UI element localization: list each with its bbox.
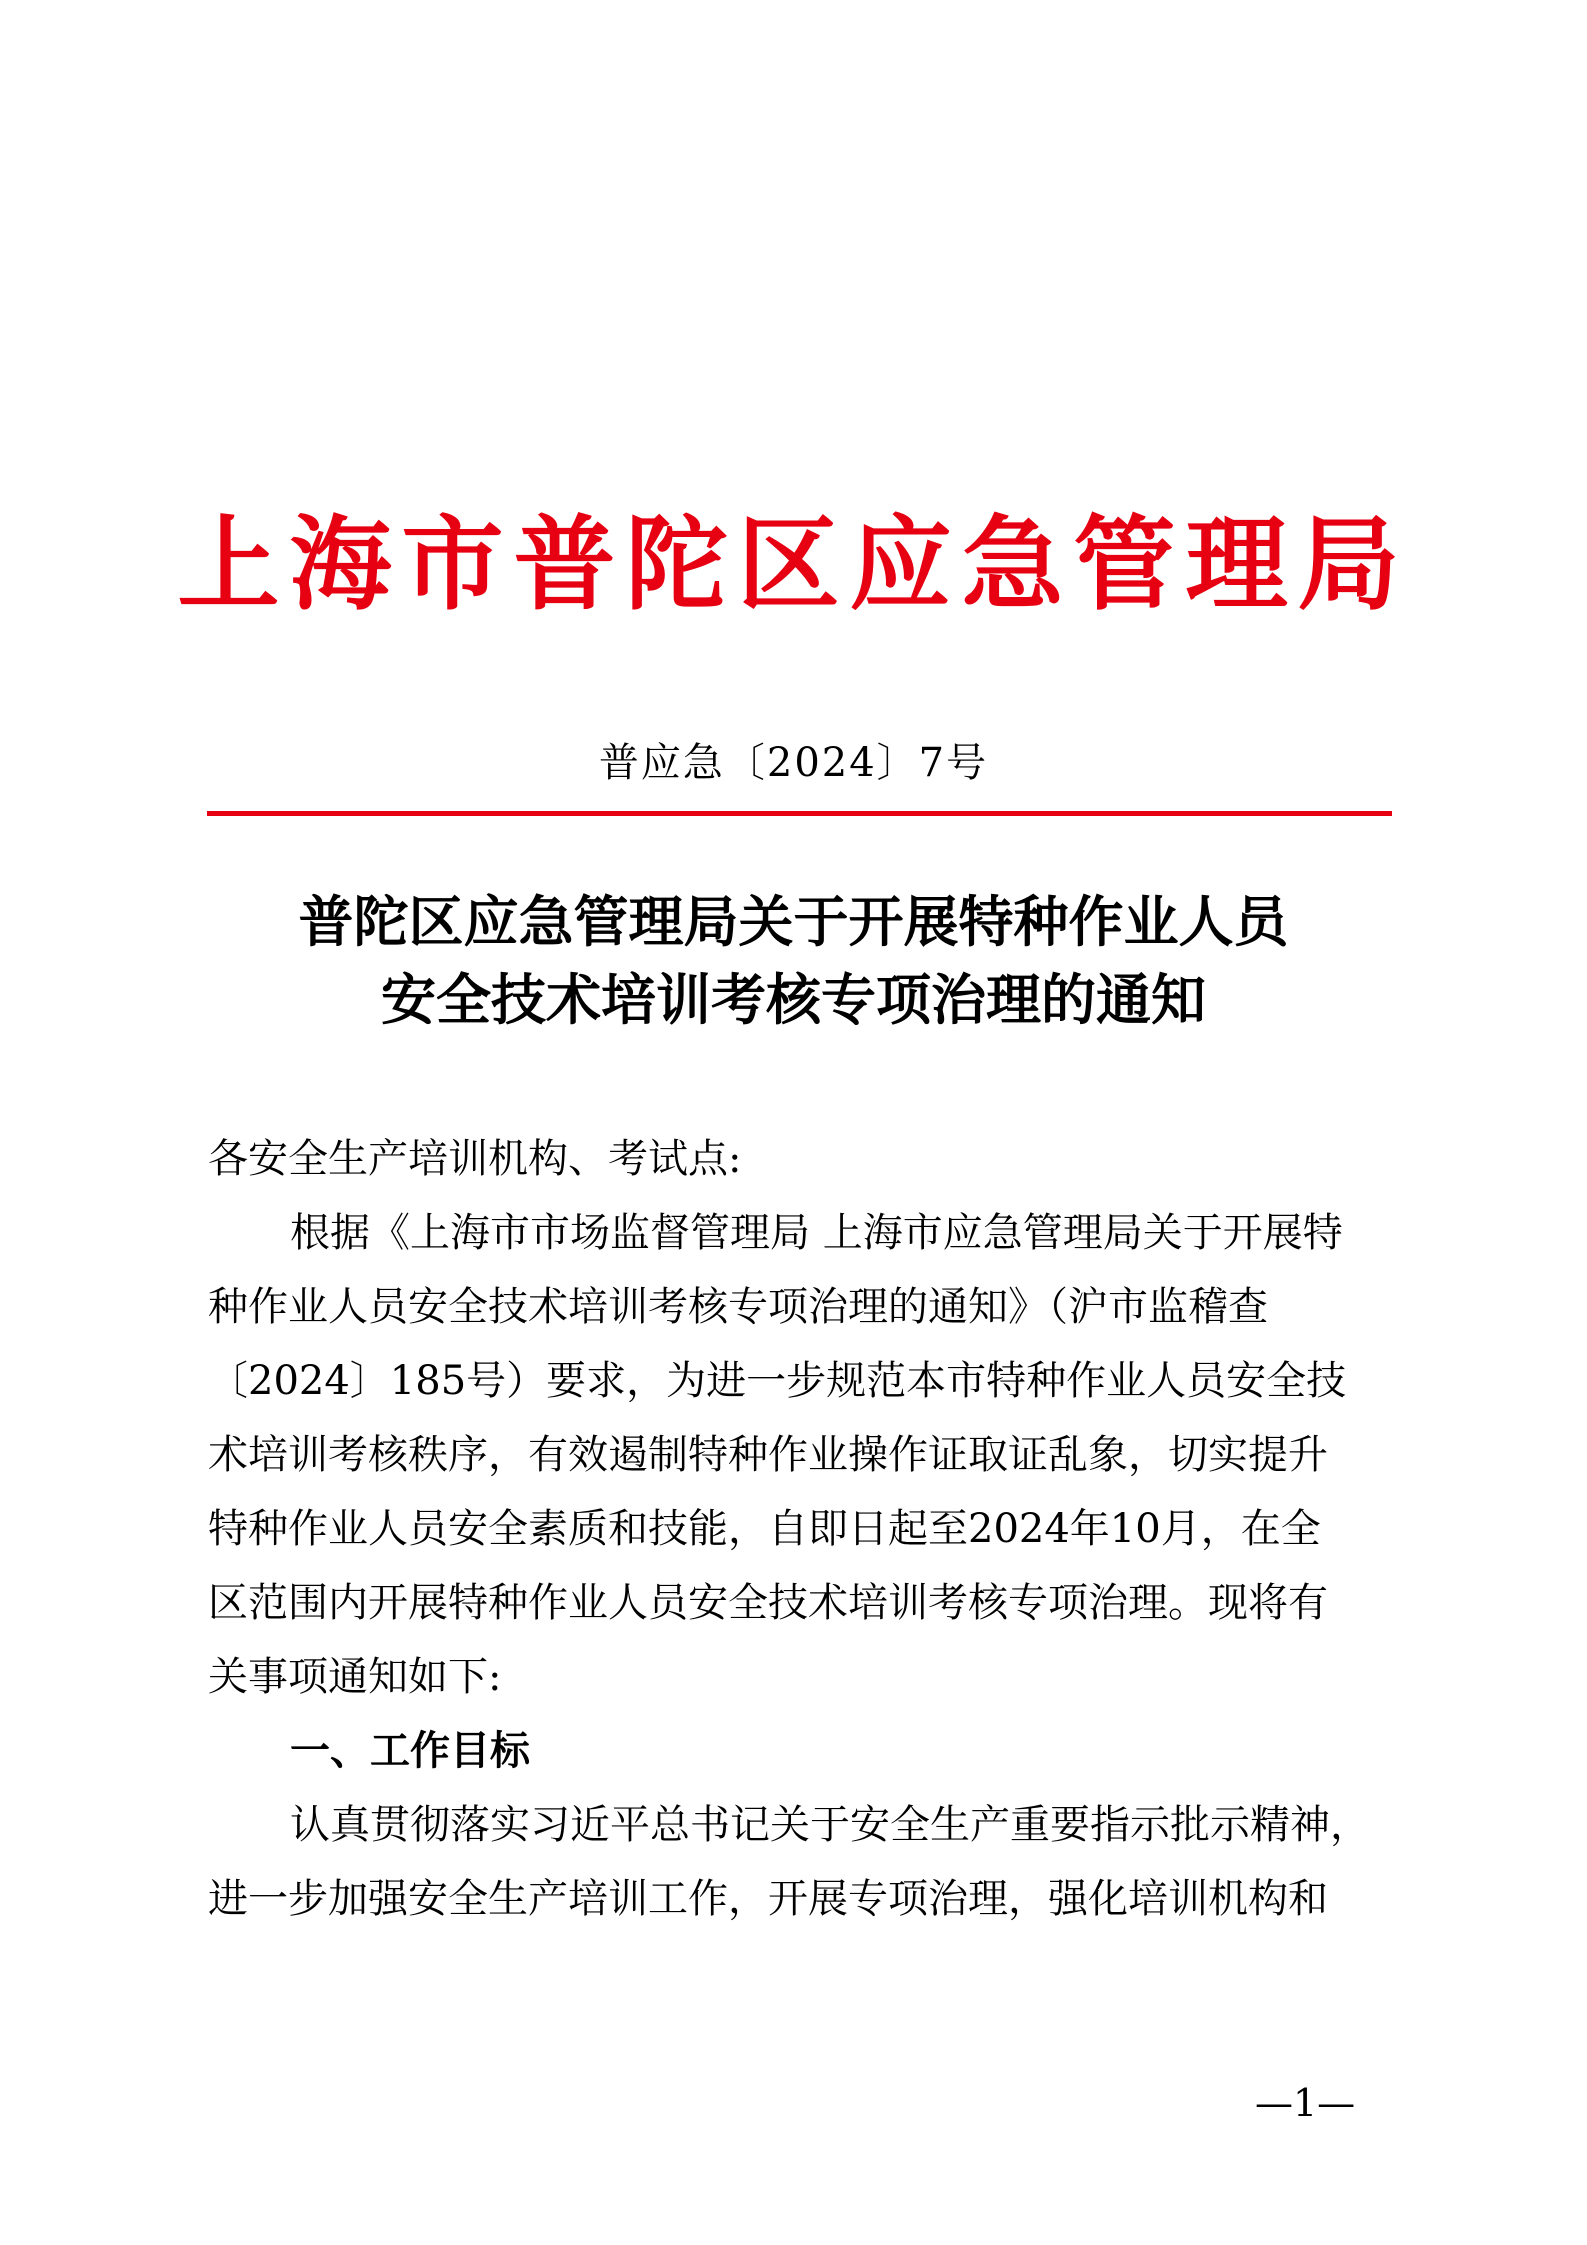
paragraph-2-line-1: 认真贯彻落实习近平总书记关于安全生产重要指示批示精神， [290,1802,1370,1848]
section-1-heading: 一、工作目标 [290,1728,530,1774]
red-divider-line [207,811,1392,816]
paragraph-1-line-1: 根据《上海市市场监督管理局 上海市应急管理局关于开展特 [290,1210,1343,1256]
paragraph-2-line-2: 进一步加强安全生产培训工作，开展专项治理，强化培训机构和 [208,1876,1328,1922]
document-title-line-1: 普陀区应急管理局关于开展特种作业人员 [298,890,1289,954]
paragraph-1-line-3: 〔2024〕185号）要求，为进一步规范本市特种作业人员安全技 [208,1358,1347,1404]
document-body [208,1122,1393,1936]
paragraph-1-line-7: 关事项通知如下: [208,1654,502,1700]
salutation: 各安全生产培训机构、考试点: [208,1136,742,1182]
document-title-line-2: 安全技术培训考核专项治理的通知 [380,968,1206,1032]
agency-title: 上海市普陀区应急管理局 [177,505,1410,625]
page-number: —1— [1255,2081,1356,2125]
paragraph-1-line-4: 术培训考核秩序，有效遏制特种作业操作证取证乱象，切实提升 [208,1432,1328,1478]
document-number: 普应急〔2024〕7号 [598,740,989,786]
paragraph-1-line-5: 特种作业人员安全素质和技能，自即日起至2024年10月，在全 [208,1506,1321,1552]
paragraph-1-line-2: 种作业人员安全技术培训考核专项治理的通知》（沪市监稽查 [208,1284,1268,1330]
document-title [0,883,1587,1039]
paragraph-1-line-6: 区范围内开展特种作业人员安全技术培训考核专项治理。现将有 [208,1580,1328,1626]
